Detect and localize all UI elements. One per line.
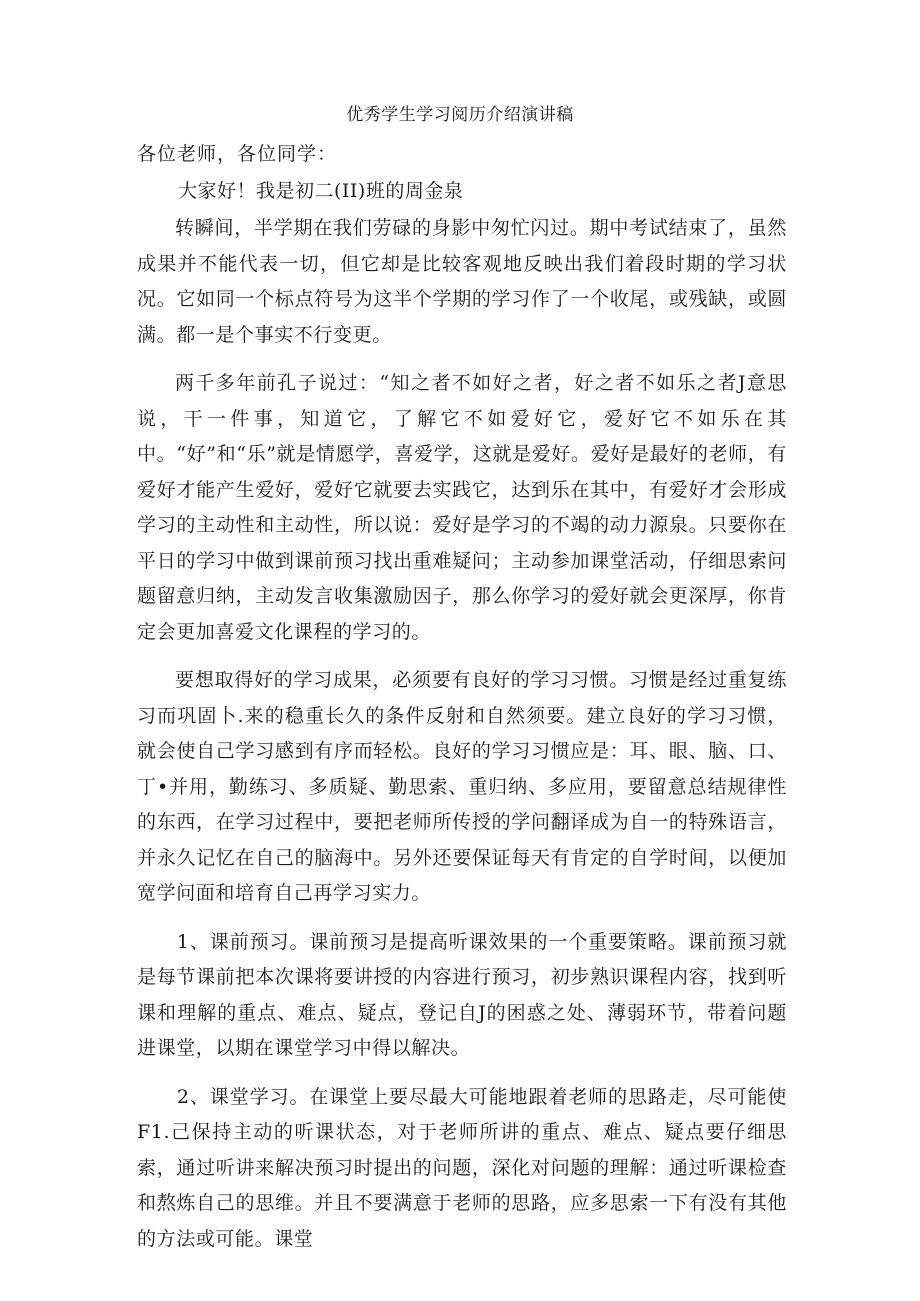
intro-line: 大家好！我是初二(II)班的周金泉 [178, 180, 464, 202]
body-text [137, 211, 787, 1270]
paragraph-2: 两千多年前孔子说过：“知之者不如好之者，好之者不如乐之者J意思说，干一件事，知道它，了解它不如爱好它，爱好它不如乐在其中。“好”和“乐”就是情愿学，喜爱学，这就是爱好。爱好是最好的老师，有爱好才能产生爱好，爱好它就要去实践它，达到乐在其中，有爱好才会形成学习的主动性和主动性，所以说：爱好是学习的不竭的动力源泉。只要你在平日的学习中做到课前预习找出重难疑问；主动参加课堂活动，仔细思索问题留意归纳，主动发言收集激励因子，那么你学习的爱好就会更深厚，你肯定会更加喜爱文化课程的学习的。 [137, 372, 787, 643]
paragraph-classroom: 2、课堂学习。在课堂上要尽最大可能地跟着老师的思路走，尽可能使F1.己保持主动的听课状态，对于老师所讲的重点、难点、疑点要仔细思索，通过听讲来解决预习时提出的问题，深化对问题的理解：通过听课检查和熬炼自己的思维。并且不要满意于老师的思路，应多思索一下有没有其他的方法或可能。课堂 [137, 1085, 787, 1250]
paragraph-1: 转瞬间，半学期在我们劳碌的身影中匆忙闪过。期中考试结束了，虽然成果并不能代表一切，但它却是比较客观地反映出我们着段时期的学习状况。它如同一个标点符号为这半个学期的学习作了一个收尾，或残缺，或圆满。都一是个事实不行变更。 [137, 217, 787, 346]
document-title: 优秀学生学习阅历介绍演讲稿 [346, 105, 574, 125]
greeting-line: 各位老师，各位同学： [137, 143, 338, 165]
paragraph-preview: 1、课前预习。课前预习是提高听课效果的一个重要策略。课前预习就是每节课前把本次课将要讲授的内容进行预习，初步熟识课程内容，找到听课和理解的重点、难点、疑点，登记自J的困惑之处、薄弱环节，带着问题进课堂，以期在课堂学习中得以解决。 [137, 930, 787, 1059]
paragraph-3: 要想取得好的学习成果，必须要有良好的学习习惯。习惯是经过重复练习而巩固卜.来的稳重长久的条件反射和自然须要。建立良好的学习习惯，就会使自己学习感到有序而轻松。良好的学习习惯应是：耳、眼、脑、口、丁•并用，勤练习、多质疑、勤思索、重归纳、多应用，要留意总结规律性的东西，在学习过程中，要把老师所传授的学问翻译成为自一的特殊语言，并永久记忆在自己的脑海中。另外还要保证每天有肯定的自学时间，以便加宽学问面和培育自己再学习实力。 [137, 669, 787, 904]
